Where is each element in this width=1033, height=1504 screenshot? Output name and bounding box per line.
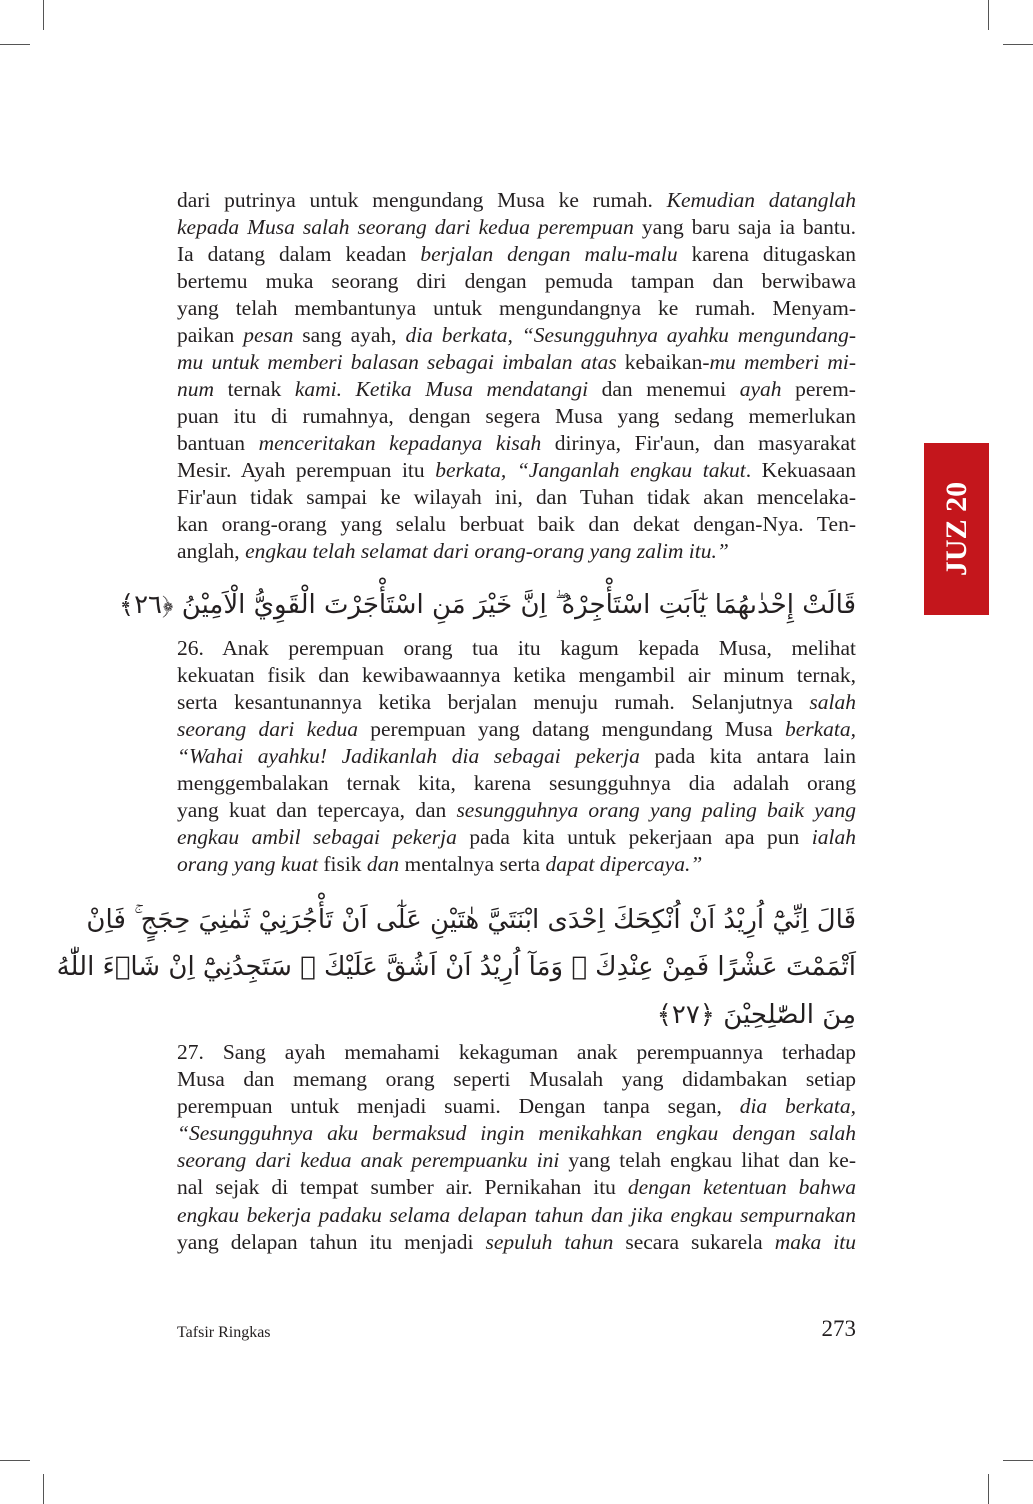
text-segment: yang delapan tahun itu menjadi bbox=[177, 1230, 486, 1254]
arabic-verse-line: مِنَ الصّٰلِحِيْنَ ﴿٢٧﴾ bbox=[656, 1000, 856, 1030]
text-line bbox=[177, 403, 856, 430]
text-line bbox=[177, 743, 856, 770]
italic-text: kepada Musa salah seorang dari kedua perempuan bbox=[177, 215, 634, 239]
text-line bbox=[177, 349, 856, 376]
text-segment: serta kesantunannya ketika berjalan menuju rumah. Selanjutnya bbox=[177, 690, 810, 714]
text-line bbox=[177, 268, 856, 295]
italic-text: sesungguhnya orang yang paling baik yang bbox=[456, 798, 856, 822]
crop-mark bbox=[43, 1474, 44, 1504]
italic-text: sepuluh tahun bbox=[485, 1230, 614, 1254]
italic-text: mu untuk memberi balasan sebagai imbalan atas bbox=[177, 350, 617, 374]
italic-text: “Wahai ayahku! Jadikanlah dia sebagai pekerja bbox=[177, 744, 640, 768]
text-segment: bantuan bbox=[177, 431, 259, 455]
text-line bbox=[177, 662, 856, 689]
text-segment: bertemu muka seorang diri dengan pemuda tampan dan berwibawa bbox=[177, 269, 856, 293]
text-segment: dirinya, Fir'aun, dan masyarakat bbox=[541, 431, 857, 455]
text-segment: 26. Anak perempuan orang tua itu kagum kepada Musa, melihat bbox=[177, 636, 856, 660]
text-line bbox=[177, 1066, 856, 1093]
arabic-verse-line: اَتْمَمْتَ عَشْرًا فَمِنْ عِنْدِكَ ۚ وَمَآ اُرِيْدُ اَنْ اَشُقَّ عَلَيْكَ ۗ سَتَجِدُنِيْٓ اِنْ شَاۤءَ اللّٰهُ bbox=[56, 952, 856, 982]
italic-text: orang yang kuat bbox=[177, 852, 318, 876]
italic-text: dan bbox=[366, 852, 400, 876]
text-segment: Fir'aun tidak sampai ke wilayah ini, dan Tuhan tidak akan mencelaka- bbox=[177, 485, 856, 509]
text-line bbox=[177, 1039, 856, 1066]
italic-text: engkau ambil sebagai pekerja bbox=[177, 825, 457, 849]
text-segment: nal sejak di tempat sumber air. Pernikahan itu bbox=[177, 1175, 628, 1199]
italic-text: mu memberi mi- bbox=[709, 350, 856, 374]
text-segment: dan menemui bbox=[588, 377, 740, 401]
text-line bbox=[177, 322, 856, 349]
italic-text: berkata, “Janganlah engkau takut bbox=[435, 458, 746, 482]
text-line bbox=[177, 214, 856, 241]
crop-mark bbox=[1003, 1460, 1033, 1461]
text-line bbox=[177, 457, 856, 484]
italic-text: seorang dari kedua bbox=[177, 717, 358, 741]
footer-book-title: Tafsir Ringkas bbox=[177, 1324, 271, 1341]
text-line bbox=[177, 1120, 856, 1147]
text-segment: puan itu di rumahnya, dengan segera Musa yang sedang memerlukan bbox=[177, 404, 856, 428]
text-line bbox=[177, 295, 856, 322]
juz-tab bbox=[924, 443, 989, 615]
italic-text: engkau bekerja padaku selama delapan tahun dan jika engkau sempurnakan bbox=[177, 1203, 856, 1227]
arabic-verse-line: قَالَتْ إِحْدٰىهُمَا يٰٓاَبَتِ اسْتَأْجِرْهُ ۖ اِنَّ خَيْرَ مَنِ اسْتَأْجَرْتَ الْقَوِيُّ الْاَمِيْنُ ﴿٢٦﴾ bbox=[118, 590, 856, 620]
juz-label: JUZ 20 bbox=[939, 481, 973, 577]
text-segment: Mesir. Ayah perempuan itu bbox=[177, 458, 436, 482]
crop-mark bbox=[988, 1474, 989, 1504]
italic-text: ayah bbox=[739, 377, 782, 401]
crop-mark bbox=[0, 1460, 30, 1461]
text-segment: secara sukarela bbox=[613, 1230, 775, 1254]
text-segment: ternak bbox=[214, 377, 295, 401]
text-segment: karena ditugaskan bbox=[677, 242, 857, 266]
text-segment: paikan bbox=[177, 323, 244, 347]
text-segment: Ia datang dalam keadan bbox=[177, 242, 421, 266]
text-segment: menggembalakan ternak kita, karena sesungguhnya dia adalah orang bbox=[177, 771, 856, 795]
text-line bbox=[177, 824, 856, 851]
italic-text: dia berkata, “Sesungguhnya ayahku mengundang- bbox=[405, 323, 857, 347]
text-segment: dari putrinya untuk mengundang Musa ke rumah. bbox=[177, 188, 667, 212]
text-segment: anglah, bbox=[177, 539, 246, 563]
crop-mark bbox=[0, 44, 30, 45]
arabic-verse-line: قَالَ اِنِّيْٓ اُرِيْدُ اَنْ اُنْكِحَكَ اِحْدَى ابْنَتَيَّ هٰتَيْنِ عَلٰٓى اَنْ تَأْجُرَنِيْ ثَمٰنِيَ حِجَجٍ ۚ فَاِنْ bbox=[86, 905, 856, 935]
text-segment: yang baru saja ia bantu. bbox=[633, 215, 857, 239]
text-segment: perempuan untuk menjadi suami. Dengan tanpa segan, bbox=[177, 1094, 740, 1118]
italic-text: salah bbox=[809, 690, 856, 714]
text-line bbox=[177, 430, 856, 457]
page-number: 273 bbox=[821, 1316, 856, 1341]
text-segment: pada kita antara lain bbox=[639, 744, 856, 768]
text-line bbox=[177, 689, 856, 716]
text-segment: yang kuat dan tepercaya, dan bbox=[177, 798, 457, 822]
italic-text: ialah bbox=[811, 825, 856, 849]
text-segment: 27. Sang ayah memahami kekaguman anak perempuannya terhadap bbox=[177, 1040, 856, 1064]
italic-text: dengan ketentuan bahwa bbox=[627, 1175, 856, 1199]
text-line bbox=[177, 511, 856, 538]
italic-text: Kemudian datanglah bbox=[666, 188, 856, 212]
text-line bbox=[177, 770, 856, 797]
italic-text: “Sesungguhnya aku bermaksud ingin menikahkan engkau dengan salah bbox=[177, 1121, 856, 1145]
text-line bbox=[177, 538, 856, 565]
italic-text: num bbox=[177, 377, 215, 401]
italic-text: maka itu bbox=[774, 1230, 856, 1254]
text-line bbox=[177, 1202, 856, 1229]
text-line bbox=[177, 716, 856, 743]
text-line bbox=[177, 797, 856, 824]
italic-text: dia berkata, bbox=[739, 1094, 856, 1118]
text-segment: perem- bbox=[781, 377, 856, 401]
italic-text: dapat dipercaya.” bbox=[545, 852, 703, 876]
crop-mark bbox=[43, 0, 44, 30]
italic-text: berjalan dengan malu-malu bbox=[420, 242, 678, 266]
text-line bbox=[177, 376, 856, 403]
italic-text: kami. Ketika Musa mendatangi bbox=[294, 377, 589, 401]
text-line bbox=[177, 187, 856, 214]
text-segment: yang telah membantunya untuk mengundangnya ke rumah. Menyam- bbox=[177, 296, 856, 320]
text-segment: yang telah engkau lihat dan ke- bbox=[559, 1148, 856, 1172]
crop-mark bbox=[988, 0, 989, 30]
text-segment: kekuatan fisik dan kewibawaannya ketika mengambil air minum ternak, bbox=[177, 663, 856, 687]
text-segment: . Kekuasaan bbox=[745, 458, 856, 482]
text-segment: kebaikan- bbox=[616, 350, 710, 374]
italic-text: engkau telah selamat dari orang-orang yang zalim itu.” bbox=[245, 539, 729, 563]
text-line bbox=[177, 1229, 856, 1256]
text-line bbox=[177, 484, 856, 511]
italic-text: pesan bbox=[243, 323, 294, 347]
text-line bbox=[177, 1174, 856, 1201]
text-line bbox=[177, 1147, 856, 1174]
text-segment: fisik bbox=[317, 852, 367, 876]
italic-text: menceritakan kepadanya kisah bbox=[258, 431, 542, 455]
text-segment: Musa dan memang orang seperti Musalah yang didambakan setiap bbox=[177, 1067, 856, 1091]
text-line bbox=[177, 635, 856, 662]
text-segment: pada kita untuk pekerjaan apa pun bbox=[456, 825, 812, 849]
text-segment: mentalnya serta bbox=[399, 852, 546, 876]
text-segment: perempuan yang datang mengundang Musa bbox=[357, 717, 785, 741]
text-line bbox=[177, 241, 856, 268]
text-segment: sang ayah, bbox=[293, 323, 406, 347]
text-segment: kan orang-orang yang selalu berbuat baik dan dekat dengan-Nya. Ten- bbox=[177, 512, 856, 536]
text-line bbox=[177, 851, 856, 878]
crop-mark bbox=[1003, 44, 1033, 45]
text-line bbox=[177, 1093, 856, 1120]
italic-text: berkata, bbox=[784, 717, 857, 741]
italic-text: seorang dari kedua anak perempuanku ini bbox=[177, 1148, 560, 1172]
